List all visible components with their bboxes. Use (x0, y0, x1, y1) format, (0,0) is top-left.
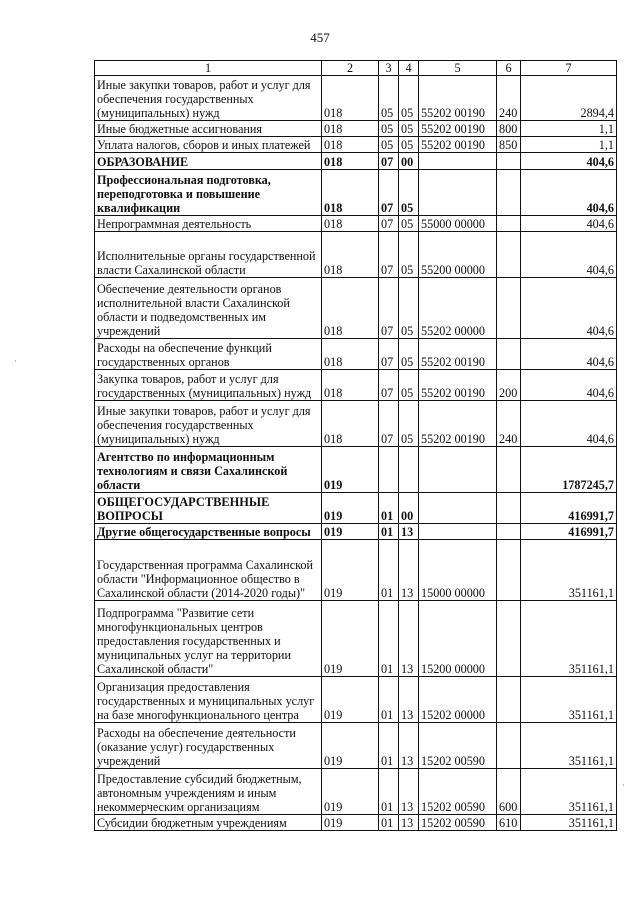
subsection-code-cell: 05 (399, 339, 419, 370)
department-code-cell: 018 (322, 370, 379, 401)
target-article-cell: 15200 00000 (419, 601, 497, 677)
section-code-cell: 01 (379, 769, 399, 815)
expense-type-cell (497, 540, 521, 601)
subsection-code-cell: 05 (399, 401, 419, 447)
subsection-code-cell: 13 (399, 540, 419, 601)
header-row (95, 61, 617, 76)
item-name-cell: Предоставление субсидий бюджетным, автономным учреждениям и иным некоммерческим организациям (95, 769, 322, 815)
department-code-cell: 018 (322, 76, 379, 121)
item-name-cell: Агентство по информационным технологиям и связи Сахалинской области (95, 447, 322, 493)
expense-type-cell: 850 (497, 137, 521, 153)
section-code-cell: 01 (379, 677, 399, 723)
amount-cell: 351161,1 (521, 601, 617, 677)
subsection-code-cell: 05 (399, 216, 419, 232)
section-code-cell: 05 (379, 137, 399, 153)
target-article-cell: 55200 00000 (419, 232, 497, 278)
item-name-cell: Иные закупки товаров, работ и услуг для обеспечения государственных (муниципальных) нужд (95, 76, 322, 121)
target-article-cell: 15202 00590 (419, 723, 497, 769)
item-name-cell: Организация предоставления государственных и муниципальных услуг на базе многофункционального центра (95, 677, 322, 723)
item-name-cell: Подпрограмма "Развитие сети многофункциональных центров предоставления государственных и муниципальных услуг на территории Сахалинской области" (95, 601, 322, 677)
expense-type-cell: 600 (497, 769, 521, 815)
expense-type-cell: 800 (497, 121, 521, 137)
target-article-cell (419, 524, 497, 540)
amount-cell: 416991,7 (521, 493, 617, 524)
target-article-cell: 55202 00190 (419, 401, 497, 447)
table-row (95, 601, 617, 677)
amount-cell: 404,6 (521, 216, 617, 232)
item-name-cell: Профессиональная подготовка, переподготовка и повышение квалификации (95, 170, 322, 216)
subsection-code-cell: 00 (399, 493, 419, 524)
item-name-cell: Государственная программа Сахалинской области "Информационное общество в Сахалинской области (2014-2020 годы)" (95, 540, 322, 601)
section-code-cell: 05 (379, 76, 399, 121)
section-code-cell: 07 (379, 216, 399, 232)
department-code-cell: 019 (322, 815, 379, 831)
target-article-cell: 55202 00000 (419, 278, 497, 339)
table-row (95, 815, 617, 831)
item-name-cell: Другие общегосударственные вопросы (95, 524, 322, 540)
target-article-cell: 15202 00590 (419, 769, 497, 815)
page-number: 457 (310, 30, 330, 45)
target-article-cell: 55202 00190 (419, 137, 497, 153)
subsection-code-cell: 05 (399, 170, 419, 216)
item-name-cell: ОБЩЕГОСУДАРСТВЕННЫЕ ВОПРОСЫ (95, 493, 322, 524)
table-row (95, 370, 617, 401)
budget-table (94, 60, 617, 831)
item-name-cell: Закупка товаров, работ и услуг для государственных (муниципальных) нужд (95, 370, 322, 401)
subsection-code-cell (399, 447, 419, 493)
expense-type-cell (497, 524, 521, 540)
table-row (95, 540, 617, 601)
amount-cell: 404,6 (521, 339, 617, 370)
section-code-cell: 01 (379, 723, 399, 769)
table-row (95, 121, 617, 137)
target-article-cell: 55202 00190 (419, 76, 497, 121)
item-name-cell: Субсидии бюджетным учреждениям (95, 815, 322, 831)
expense-type-cell (497, 216, 521, 232)
amount-cell: 404,6 (521, 401, 617, 447)
expense-type-cell (497, 170, 521, 216)
section-code-cell: 07 (379, 153, 399, 170)
item-name-cell: Непрограммная деятельность (95, 216, 322, 232)
department-code-cell: 019 (322, 540, 379, 601)
amount-cell: 1,1 (521, 137, 617, 153)
table-row (95, 769, 617, 815)
department-code-cell: 018 (322, 232, 379, 278)
department-code-cell: 018 (322, 121, 379, 137)
item-name-cell: Расходы на обеспечение функций государственных органов (95, 339, 322, 370)
expense-type-cell: 200 (497, 370, 521, 401)
expense-type-cell: 610 (497, 815, 521, 831)
department-code-cell: 019 (322, 601, 379, 677)
table-row (95, 216, 617, 232)
subsection-code-cell: 13 (399, 524, 419, 540)
table-row (95, 401, 617, 447)
target-article-cell: 55202 00190 (419, 339, 497, 370)
header-cell: 4 (399, 61, 419, 76)
target-article-cell (419, 493, 497, 524)
target-article-cell: 55000 00000 (419, 216, 497, 232)
table-row (95, 493, 617, 524)
amount-cell: 351161,1 (521, 723, 617, 769)
header-cell: 6 (497, 61, 521, 76)
header-cell: 7 (521, 61, 617, 76)
header-cell: 1 (95, 61, 322, 76)
expense-type-cell (497, 723, 521, 769)
subsection-code-cell: 05 (399, 76, 419, 121)
table-row (95, 153, 617, 170)
department-code-cell: 018 (322, 401, 379, 447)
expense-type-cell (497, 447, 521, 493)
amount-cell: 351161,1 (521, 677, 617, 723)
header-cell: 2 (322, 61, 379, 76)
item-name-cell: Иные бюджетные ассигнования (95, 121, 322, 137)
section-code-cell: 01 (379, 815, 399, 831)
subsection-code-cell: 05 (399, 278, 419, 339)
department-code-cell: 019 (322, 723, 379, 769)
scan-mark: · (622, 780, 625, 790)
subsection-code-cell: 05 (399, 137, 419, 153)
target-article-cell (419, 153, 497, 170)
subsection-code-cell: 13 (399, 677, 419, 723)
table-row (95, 524, 617, 540)
table-row (95, 278, 617, 339)
subsection-code-cell: 00 (399, 153, 419, 170)
section-code-cell: 07 (379, 370, 399, 401)
target-article-cell: 55202 00190 (419, 370, 497, 401)
table-row (95, 339, 617, 370)
subsection-code-cell: 13 (399, 815, 419, 831)
amount-cell: 404,6 (521, 278, 617, 339)
amount-cell: 2894,4 (521, 76, 617, 121)
department-code-cell: 018 (322, 170, 379, 216)
section-code-cell: 01 (379, 540, 399, 601)
amount-cell: 404,6 (521, 232, 617, 278)
section-code-cell: 07 (379, 232, 399, 278)
table-row (95, 137, 617, 153)
table-row (95, 170, 617, 216)
section-code-cell: 01 (379, 524, 399, 540)
section-code-cell: 07 (379, 401, 399, 447)
expense-type-cell (497, 601, 521, 677)
subsection-code-cell: 13 (399, 601, 419, 677)
table-row (95, 447, 617, 493)
item-name-cell: Исполнительные органы государственной власти Сахалинской области (95, 232, 322, 278)
table-row (95, 76, 617, 121)
expense-type-cell: 240 (497, 76, 521, 121)
subsection-code-cell: 05 (399, 232, 419, 278)
subsection-code-cell: 05 (399, 370, 419, 401)
department-code-cell: 018 (322, 216, 379, 232)
table-body (95, 76, 617, 831)
expense-type-cell (497, 339, 521, 370)
section-code-cell: 07 (379, 339, 399, 370)
expense-type-cell: 240 (497, 401, 521, 447)
amount-cell: 351161,1 (521, 540, 617, 601)
subsection-code-cell: 13 (399, 723, 419, 769)
table-row (95, 677, 617, 723)
scan-mark: · (14, 356, 17, 366)
item-name-cell: Иные закупки товаров, работ и услуг для обеспечения государственных (муниципальных) нужд (95, 401, 322, 447)
amount-cell: 404,6 (521, 170, 617, 216)
target-article-cell (419, 170, 497, 216)
department-code-cell: 019 (322, 447, 379, 493)
header-cell: 3 (379, 61, 399, 76)
item-name-cell: ОБРАЗОВАНИЕ (95, 153, 322, 170)
amount-cell: 416991,7 (521, 524, 617, 540)
item-name-cell: Расходы на обеспечение деятельности (оказание услуг) государственных учреждений (95, 723, 322, 769)
section-code-cell: 07 (379, 278, 399, 339)
expense-type-cell (497, 232, 521, 278)
expense-type-cell (497, 153, 521, 170)
amount-cell: 404,6 (521, 153, 617, 170)
expense-type-cell (497, 278, 521, 339)
target-article-cell: 15202 00590 (419, 815, 497, 831)
amount-cell: 351161,1 (521, 769, 617, 815)
department-code-cell: 018 (322, 278, 379, 339)
target-article-cell (419, 447, 497, 493)
table-row (95, 232, 617, 278)
expense-type-cell (497, 677, 521, 723)
amount-cell: 351161,1 (521, 815, 617, 831)
department-code-cell: 018 (322, 137, 379, 153)
department-code-cell: 019 (322, 677, 379, 723)
amount-cell: 404,6 (521, 370, 617, 401)
section-code-cell: 05 (379, 121, 399, 137)
item-name-cell: Обеспечение деятельности органов исполнительной власти Сахалинской области и подведомственных им учреждений (95, 278, 322, 339)
section-code-cell: 01 (379, 493, 399, 524)
department-code-cell: 019 (322, 493, 379, 524)
department-code-cell: 019 (322, 769, 379, 815)
target-article-cell: 15202 00000 (419, 677, 497, 723)
target-article-cell: 15000 00000 (419, 540, 497, 601)
amount-cell: 1787245,7 (521, 447, 617, 493)
department-code-cell: 018 (322, 339, 379, 370)
subsection-code-cell: 13 (399, 769, 419, 815)
section-code-cell: 01 (379, 601, 399, 677)
item-name-cell: Уплата налогов, сборов и иных платежей (95, 137, 322, 153)
amount-cell: 1,1 (521, 121, 617, 137)
table-row (95, 723, 617, 769)
expense-type-cell (497, 493, 521, 524)
target-article-cell: 55202 00190 (419, 121, 497, 137)
department-code-cell: 018 (322, 153, 379, 170)
section-code-cell: 07 (379, 170, 399, 216)
header-cell: 5 (419, 61, 497, 76)
department-code-cell: 019 (322, 524, 379, 540)
section-code-cell (379, 447, 399, 493)
subsection-code-cell: 05 (399, 121, 419, 137)
